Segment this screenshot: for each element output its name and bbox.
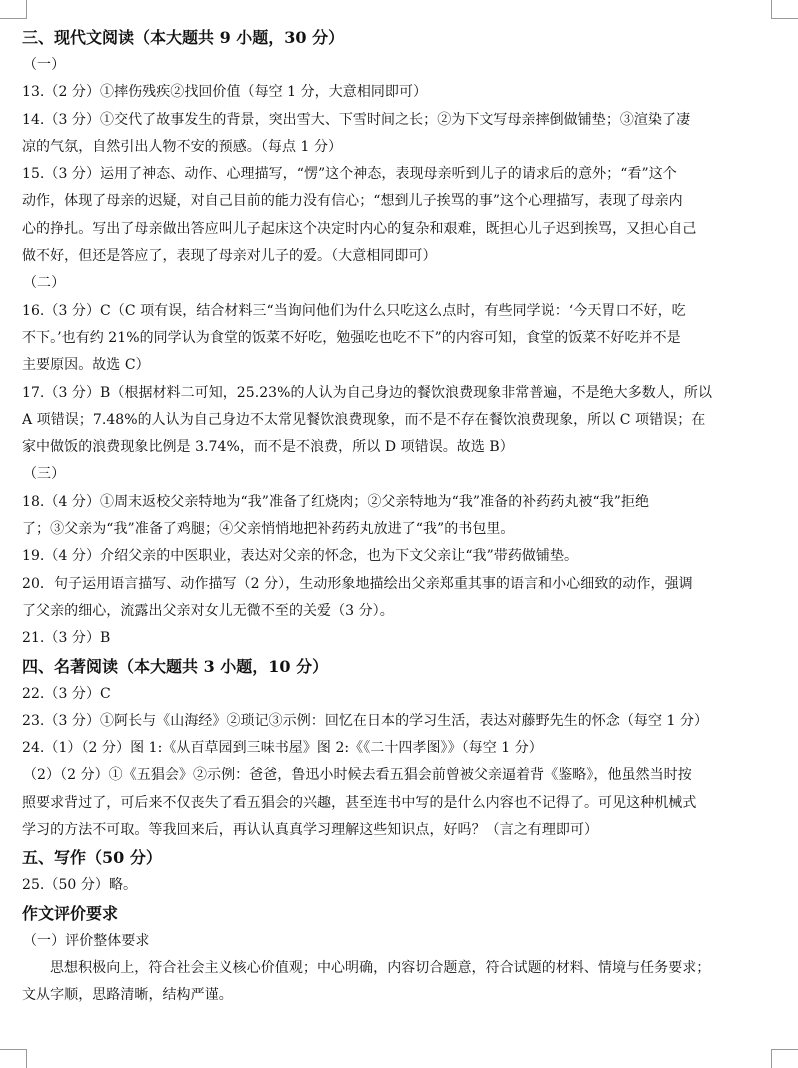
text-line: 了；③父亲为“我”准备了鸡腿；④父亲悄悄地把补药药丸放进了“我”的书包里。 — [22, 521, 515, 538]
text-line: A 项错误；7.48%的人认为自己身边不太常见餐饮浪费现象，而不是不存在餐饮浪费现象，所以 C 项错误；在 — [22, 411, 706, 428]
text-line: 15.（3 分）运用了神态、动作、心理描写，“愣”这个神态，表现母亲听到儿子的请求后的意外；“看”这个 — [22, 166, 677, 183]
text-line: 21.（3 分）B — [22, 630, 111, 647]
crop-mark-bottom-left — [0, 1049, 27, 1068]
text-line: 18.（4 分）①周末返校父亲特地为“我”准备了红烧肉；②父亲特地为“我”准备的补药药丸被“我”拒绝 — [22, 493, 650, 510]
crop-mark-top-left — [0, 0, 27, 19]
text-line: 思想积极向上，符合社会主义核心价值观；中心明确，内容切合题意，符合试题的材料、情境与任务要求； — [50, 959, 711, 976]
text-line: （三） — [23, 466, 66, 483]
text-line: 凉的气氛，自然引出人物不安的预感。（每点 1 分） — [22, 138, 343, 155]
text-line: 动作，体现了母亲的迟疑，对自己目前的能力没有信心；“想到儿子挨骂的事”这个心理描写，表现了母亲内 — [22, 193, 683, 210]
section-heading: 三、现代文阅读（本大题共 9 小题，30 分） — [22, 28, 345, 47]
text-line: 17.（3 分）B（根据材料二可知，25.23%的人认为自己身边的餐饮浪费现象非常普遍，不是绝大多数人，所以 — [22, 384, 712, 401]
section-heading: 作文评价要求 — [22, 903, 119, 923]
text-line: 了父亲的细心，流露出父亲对女儿无微不至的关爱（3 分）。 — [22, 602, 394, 619]
text-line: 16.（3 分）C（C 项有误，结合材料三“当询问他们为什么只吃这么点时，有些同学说：‘今天胃口不好，吃 — [22, 302, 686, 319]
text-line: 心的挣扎。写出了母亲做出答应叫儿子起床这个决定时内心的复杂和艰难，既担心儿子迟到挨骂，又担心自己 — [22, 220, 697, 237]
crop-mark-top-right — [771, 0, 798, 19]
text-line: 学习的方法不可取。等我回来后，再认认真真学习理解这些知识点，好吗？（言之有理即可） — [22, 822, 599, 839]
text-line: 25.（50 分）略。 — [22, 877, 138, 894]
text-line: 13.（2 分）①摔伤残疾②找回价值（每空 1 分，大意相同即可） — [22, 84, 428, 101]
text-line: 文从字顺，思路清晰，结构严谨。 — [22, 987, 233, 1004]
text-line: 22.（3 分）C — [22, 685, 111, 702]
text-line: 19.（4 分）介绍父亲的中医职业，表达对父亲的怀念，也为下文父亲让“我”带药做铺垫。 — [22, 548, 579, 565]
text-line: 不下。’也有约 21%的同学认为食堂的饭菜不好吃，勉强吃也吃不下”的内容可知，食堂的饭菜不好吃并不是 — [22, 329, 681, 346]
crop-mark-bottom-right — [771, 1049, 798, 1068]
text-line: 24.（1）（2 分）图 1:《从百草园到三味书屋》图 2:《《二十四孝图》》（每空 1 分） — [22, 740, 543, 757]
text-line: 照要求背过了，可后来不仅丧失了看五猖会的兴趣，甚至连书中写的是什么内容也不记得了。可见这种机械式 — [22, 794, 697, 811]
text-line: 23.（3 分）①阿长与《山海经》②琐记③示例：回忆在日本的学习生活，表达对藤野先生的怀念（每空 1 分） — [22, 712, 709, 729]
text-line: 做不好，但还是答应了，表现了母亲对儿子的爱。（大意相同即可） — [22, 248, 437, 265]
section-heading: 五、写作（50 分） — [22, 848, 162, 868]
text-line: 20．句子运用语言描写、动作描写（2 分），生动形象地描绘出父亲郑重其事的语言和小心细致的动作，强调 — [22, 575, 693, 592]
text-line: （2）（2 分）①《五猖会》②示例：爸爸，鲁迅小时候去看五猖会前曾被父亲逼着背《鉴略》，他虽然当时按 — [23, 767, 692, 784]
text-line: （一）评价整体要求 — [23, 932, 150, 949]
text-line: 主要原因。故选 C） — [22, 357, 150, 374]
text-line: （二） — [23, 275, 66, 292]
answer-document — [22, 24, 778, 1010]
text-line: （一） — [23, 57, 66, 73]
text-line: 家中做饭的浪费现象比例是 3.74%，而不是不浪费，所以 D 项错误。故选 B） — [22, 439, 514, 456]
section-heading: 四、名著阅读（本大题共 3 小题，10 分） — [22, 656, 329, 676]
text-line: 14.（3 分）①交代了故事发生的背景，突出雪大、下雪时间之长；②为下文写母亲摔倒做铺垫；③渲染了凄 — [22, 111, 691, 128]
